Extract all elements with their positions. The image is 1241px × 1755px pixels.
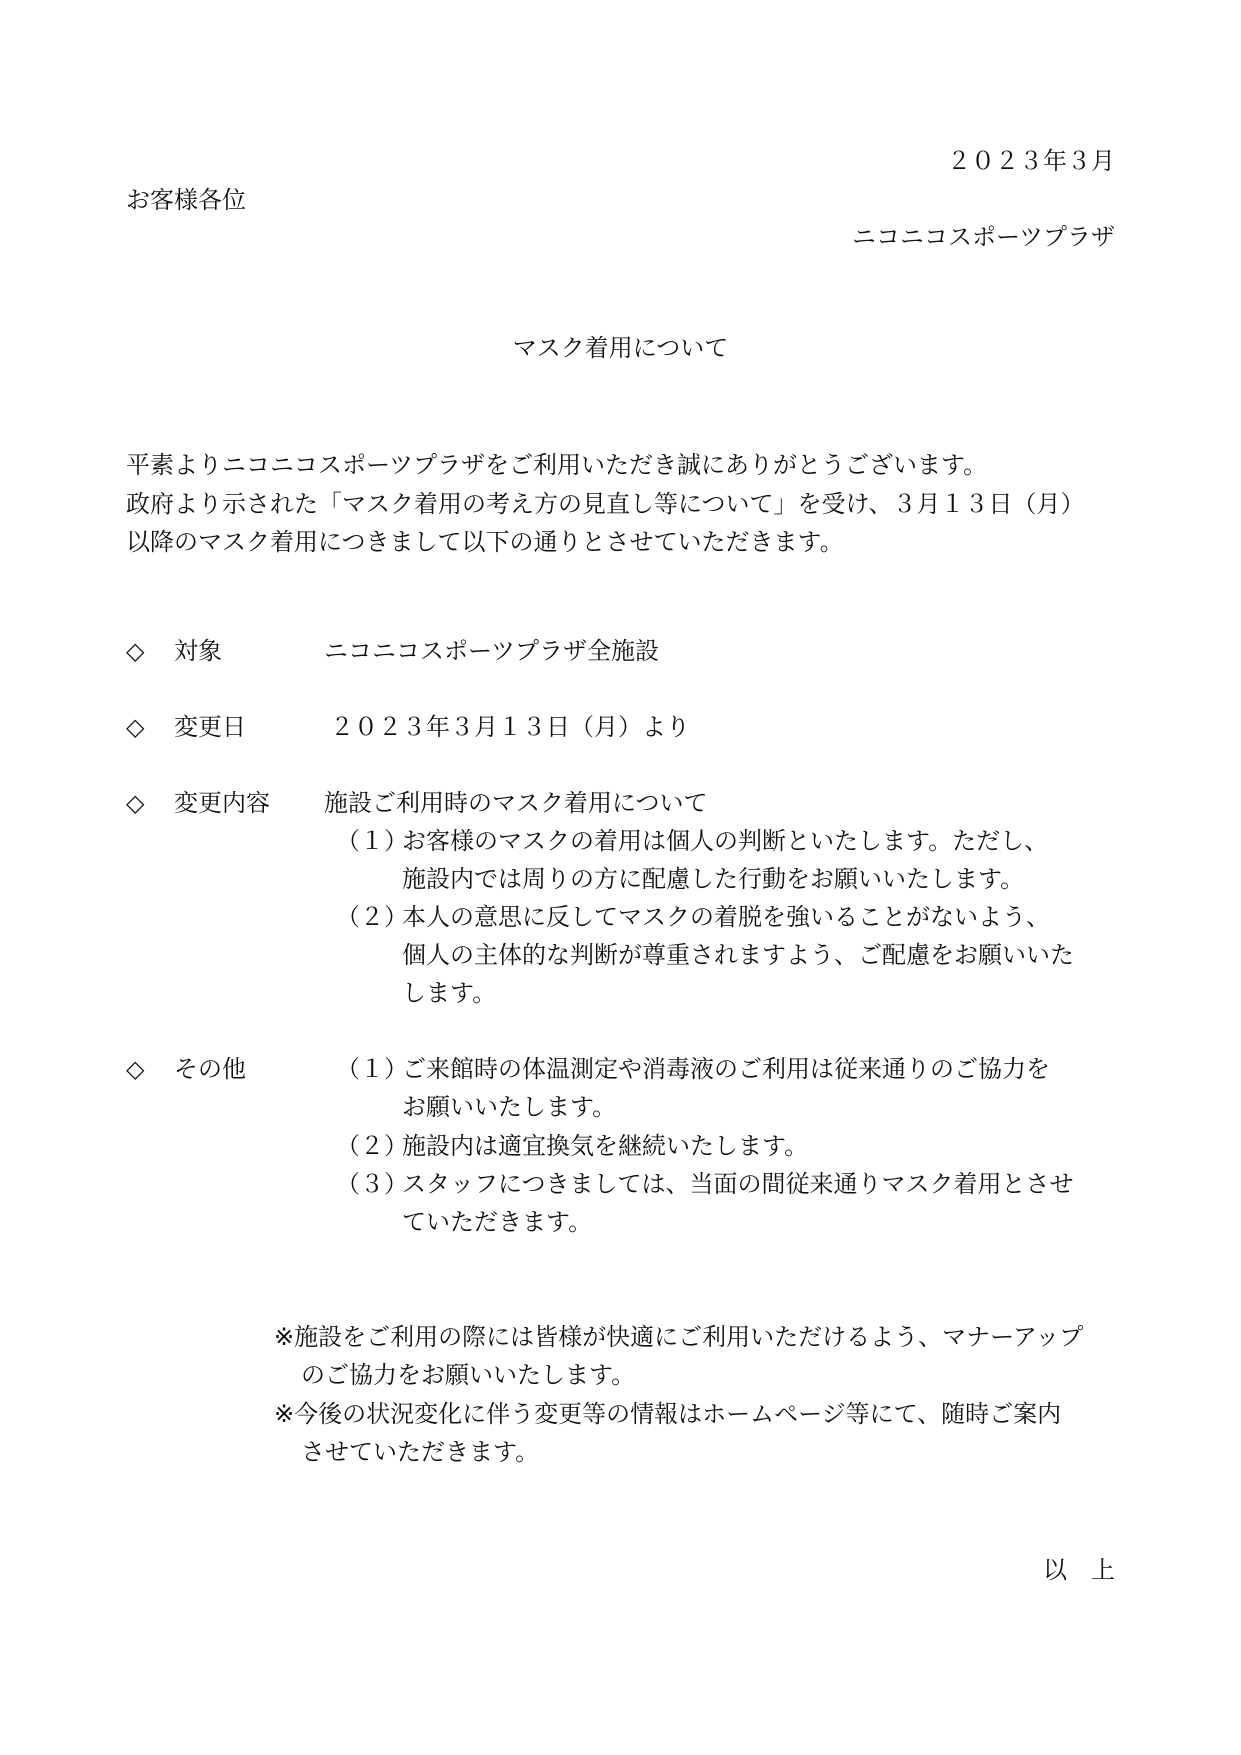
- intro-line: 以降のマスク着用につきまして以下の通りとさせていただきます。: [126, 528, 844, 556]
- item-line: 施設内では周りの方に配慮した行動をお願いいたします。: [402, 865, 1025, 893]
- item-line: ご来館時の体温測定や消毒液のご利用は従来通りのご協力を: [402, 1055, 1050, 1083]
- item-line: お客様のマスクの着用は個人の判断といたします。ただし、: [402, 827, 1049, 855]
- page-title: マスク着用について: [512, 334, 729, 362]
- item-number: （１）: [336, 827, 408, 855]
- diamond-bullet-icon: ◇: [126, 637, 145, 665]
- item-number: （２）: [336, 903, 408, 931]
- diamond-bullet-icon: ◇: [126, 713, 145, 741]
- note-line: させていただきます。: [301, 1438, 540, 1466]
- item-line: 施設内は適宜換気を継続いたします。: [402, 1132, 809, 1160]
- note-line: ※施設をご利用の際には皆様が快適にご利用いただけるよう、マナーアップ: [274, 1323, 1084, 1351]
- item-line: 本人の意思に反してマスクの着脱を強いることがないよう、: [402, 903, 1050, 931]
- item-line: スタッフにつきましては、当面の間従来通りマスク着用とさせ: [402, 1170, 1074, 1198]
- change-content-value: 施設ご利用時のマスク着用について: [324, 789, 708, 817]
- change-content-label: 変更内容: [174, 789, 270, 817]
- intro-line: 平素よりニコニコスポーツプラザをご利用いただき誠にありがとうございます。: [126, 451, 988, 479]
- item-line: します。: [402, 979, 497, 1007]
- item-line: 個人の主体的な判断が尊重されますよう、ご配慮をお願いいた: [402, 941, 1074, 969]
- item-number: （３）: [336, 1170, 408, 1198]
- sender: ニコニコスポーツプラザ: [851, 223, 1115, 251]
- item-number: （１）: [336, 1055, 408, 1083]
- item-line: ていただきます。: [402, 1208, 593, 1236]
- change-date-label: 変更日: [174, 713, 246, 741]
- change-date-value: ２０２３年３月１３日（月）より: [330, 713, 690, 741]
- diamond-bullet-icon: ◇: [126, 1055, 145, 1083]
- target-value: ニコニコスポーツプラザ全施設: [324, 637, 660, 665]
- addressee: お客様各位: [126, 186, 246, 214]
- note-line: ※今後の状況変化に伴う変更等の情報はホームページ等にて、随時ご案内: [274, 1400, 1062, 1428]
- target-label: 対象: [174, 637, 222, 665]
- note-line: のご協力をお願いいたします。: [301, 1361, 636, 1389]
- diamond-bullet-icon: ◇: [126, 789, 145, 817]
- document-date: ２０２３年３月: [947, 147, 1115, 175]
- other-label: その他: [174, 1055, 246, 1083]
- item-line: お願いいたします。: [402, 1093, 617, 1121]
- intro-line: 政府より示された「マスク着用の考え方の見直し等について」を受け、３月１３日（月）: [126, 490, 1085, 518]
- closing-mark: 以 上: [1043, 1556, 1115, 1584]
- item-number: （２）: [336, 1132, 408, 1160]
